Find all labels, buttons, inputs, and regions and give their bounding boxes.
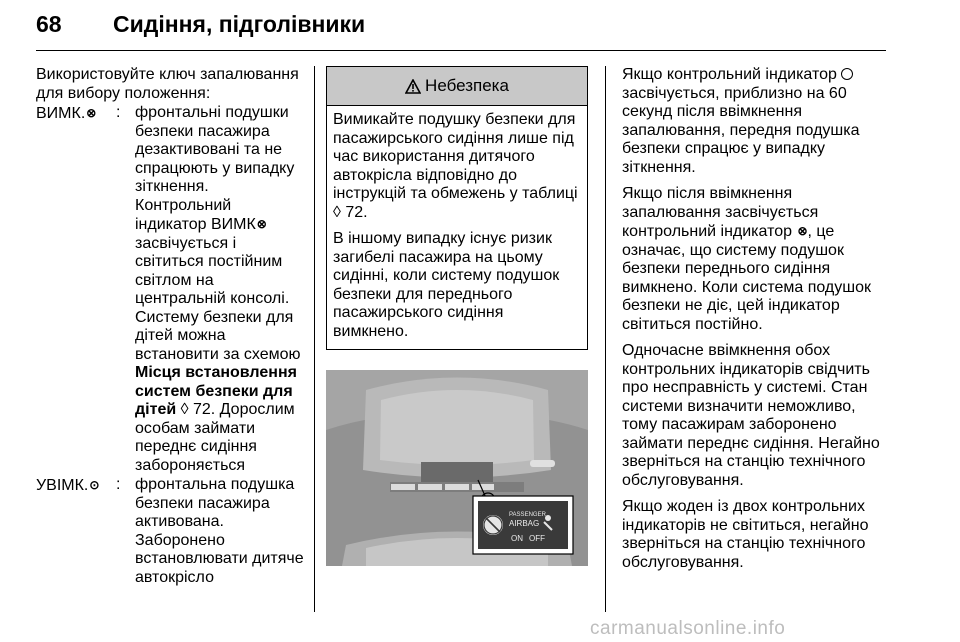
photo-label-line1: PASSENGER	[509, 512, 546, 518]
paragraph: Одночасне ввімкнення обох контрольних індикаторів свідчить про несправність у системі. Стан системи визначити неможливо, тому пасажирам заборонено займати переднє сидіння. Негайно зверніться на станцію технічного обслуговування.	[622, 342, 880, 489]
paragraph: Якщо жоден із двох контрольних індикаторів не світиться, негайно зверніться на станцію технічного обслуговування.	[622, 498, 869, 571]
definition-desc: фронтальна подушка безпеки пасажира активована. Заборонено встановлювати дитяче автокрісло	[135, 476, 304, 586]
paragraph: Якщо після ввімкнення запалювання засвічується контрольний індикатор ⊗, це означає, що систему подушок безпеки переднього сидіння вимкнено. Коли система подушок безпеки не діє, цей індикатор світиться постійно.	[622, 185, 871, 333]
warning-title: Небезпека	[425, 76, 509, 95]
paragraph: Якщо контрольний індикатор засвічується, приблизно на 60 секунд після ввімкнення запалювання, передня подушка безпеки спрацює у випадку зіткнення.	[622, 66, 860, 176]
definition-desc: фронтальні подушки безпеки пасажира дезактивовані та не спрацюють у випадку зіткнення. Контрольний індикатор ВИМК⊗ засвічується і світиться постійним світлом на центральній консолі. Систему безпеки для дітей можна встановити за схемою Місця встановлення систем безпеки для дітей ◊ 72. Дорослим особам займати переднє сидіння забороняється	[135, 104, 301, 474]
watermark: carmanualsonline.info	[590, 618, 786, 639]
warning-paragraph: В іншому випадку існує ризик загибелі пасажира на цьому сидінні, коли систему подушок безпеки для переднього пасажирського сидіння вимкнено.	[333, 230, 560, 340]
definition-off: ВИМК.⊗ : фронтальні подушки безпеки пасажира дезактивовані та не спрацюють у випадку зіткнення. Контрольний індикатор ВИМК⊗ засвічується і світиться постійним світлом на центральній консолі. Систему безпеки для дітей можна встановити за схемою Місця встановлення систем безпеки для дітей ◊ 72. Дорослим особам займати переднє сидіння забороняється	[36, 104, 306, 475]
definition-on: УВІМК.⊙ : фронтальна подушка безпеки пасажира активована. Заборонено встановлювати дитяче автокрісло	[36, 476, 306, 587]
definition-term: УВІМК.⊙	[36, 477, 100, 494]
console-photo	[326, 370, 588, 566]
right-column	[622, 66, 892, 580]
photo-label-on: ON	[511, 534, 523, 543]
airbag-on-indicator-icon	[841, 68, 853, 80]
overhead-console-illustration	[326, 370, 588, 566]
column-divider	[605, 66, 606, 612]
cross-reference-link[interactable]: Місця встановлення систем безпеки для дітей	[135, 364, 297, 418]
middle-column	[326, 66, 588, 566]
airbag-off-indicator-icon: ⊗	[797, 224, 808, 238]
definition-term: ВИМК.⊗	[36, 105, 97, 122]
column-divider	[314, 66, 315, 612]
page-header	[36, 6, 886, 51]
warning-paragraph: Вимикайте подушку безпеки для пасажирського сидіння лише під час використання дитячого автокрісла відповідно до інструкцій та обмежень у таблиці ◊ 72.	[333, 111, 578, 221]
photo-label-line2: AIRBAG	[509, 519, 540, 528]
airbag-off-icon: ⊗	[86, 106, 97, 120]
warning-body	[327, 106, 587, 349]
page-number: 68	[36, 11, 62, 37]
warning-header	[327, 67, 587, 106]
left-column	[36, 66, 306, 587]
intro-text: Використовуйте ключ запалювання для вибору положення:	[36, 66, 299, 102]
airbag-off-icon: ⊗	[256, 217, 267, 231]
page-title: Сидіння, підголівники	[113, 11, 366, 37]
warning-triangle-icon	[405, 79, 421, 94]
photo-label-off: OFF	[529, 534, 545, 543]
airbag-on-icon: ⊙	[89, 478, 100, 492]
warning-box	[326, 66, 588, 350]
